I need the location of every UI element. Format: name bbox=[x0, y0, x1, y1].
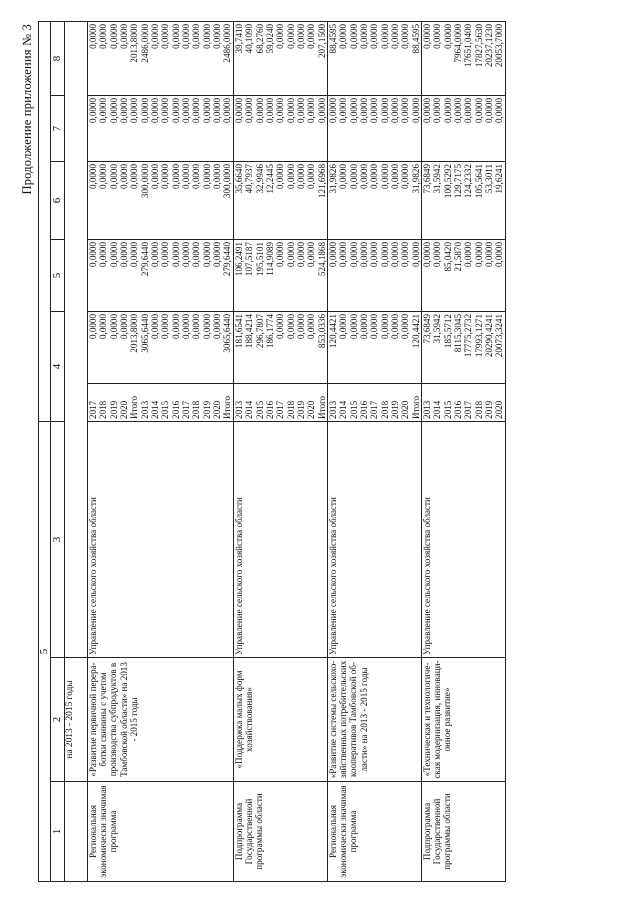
title-row-col1 bbox=[65, 782, 88, 882]
local-budget-column bbox=[233, 95, 327, 161]
row-value: 0,0000 bbox=[98, 97, 109, 123]
row-year: 2013 bbox=[422, 400, 432, 419]
program-name: «Поддержка малых форм хозяйствования» bbox=[233, 658, 327, 782]
row-value: 0,0000 bbox=[358, 97, 369, 123]
row-value: 0,0000 bbox=[400, 163, 411, 189]
row-value: 0,0000 bbox=[306, 241, 317, 267]
row-value: 0,0000 bbox=[358, 241, 369, 267]
program-block bbox=[88, 21, 234, 881]
row-value: 0,0000 bbox=[473, 97, 484, 123]
column-number-3: 3 bbox=[51, 421, 65, 657]
regional-budget-column bbox=[233, 161, 327, 239]
row-value: 0,0000 bbox=[316, 97, 327, 123]
continuation-title-row bbox=[65, 21, 88, 881]
row-year: 2014 bbox=[432, 400, 443, 419]
row-year: 2018 bbox=[285, 400, 296, 419]
local-budget-column bbox=[88, 95, 234, 161]
row-value: 0,0000 bbox=[170, 313, 181, 339]
row-value: 120,4421 bbox=[410, 313, 421, 349]
column-number-8: 8 bbox=[51, 21, 65, 95]
row-value: 19,6241 bbox=[494, 163, 505, 194]
row-value: 107,5187 bbox=[244, 241, 255, 277]
row-year: 2018 bbox=[191, 400, 202, 419]
program-type: Региональная экономически значимая программа bbox=[88, 782, 234, 882]
extrabudgetary-column bbox=[422, 21, 506, 95]
row-value: 300,0000 bbox=[139, 163, 150, 199]
row-value: 7964,0000 bbox=[453, 23, 464, 63]
row-year: 2018 bbox=[98, 400, 109, 419]
program-block bbox=[422, 21, 506, 881]
row-value: 0,0000 bbox=[98, 163, 109, 189]
row-value: 0,0000 bbox=[119, 241, 130, 267]
row-value: 0,0000 bbox=[191, 313, 202, 339]
row-value: 0,0000 bbox=[295, 23, 306, 49]
row-value: 59,0240 bbox=[264, 23, 275, 54]
row-year: 2019 bbox=[201, 400, 212, 419]
row-value: 0,0000 bbox=[494, 97, 505, 123]
row-value: 17993,1271 bbox=[473, 313, 484, 358]
row-value: 0,0000 bbox=[285, 23, 296, 49]
header-top-row bbox=[39, 21, 51, 881]
row-value: 0,0000 bbox=[212, 97, 223, 123]
row-value: 0,0000 bbox=[119, 163, 130, 189]
row-value: 0,0000 bbox=[170, 23, 181, 49]
row-value: 181,6541 bbox=[233, 313, 244, 349]
program-block bbox=[327, 21, 421, 881]
row-value: 0,0000 bbox=[389, 163, 400, 189]
row-year: 2017 bbox=[88, 400, 98, 419]
row-value: 0,0000 bbox=[191, 23, 202, 49]
row-value: 0,0000 bbox=[212, 313, 223, 339]
column-number-4: 4 bbox=[51, 311, 65, 421]
row-value: 68,2760 bbox=[254, 23, 265, 54]
row-value: 853,0336 bbox=[316, 313, 327, 349]
row-year: 2018 bbox=[473, 400, 484, 419]
row-value: 0,0000 bbox=[306, 163, 317, 189]
row-value: 279,6440 bbox=[222, 241, 233, 277]
row-value: 2013,8000 bbox=[129, 23, 140, 63]
row-value: 0,0000 bbox=[160, 23, 171, 49]
row-value: 0,0000 bbox=[108, 23, 119, 49]
row-year: 2017 bbox=[275, 400, 286, 419]
row-value: 0,0000 bbox=[400, 313, 411, 339]
row-year: 2013 bbox=[233, 400, 244, 419]
row-value: 0,0000 bbox=[400, 23, 411, 49]
row-value: 0,0000 bbox=[119, 97, 130, 123]
rotated-sheet bbox=[18, 22, 618, 882]
row-value: 0,0000 bbox=[212, 163, 223, 189]
row-value: 0,0000 bbox=[98, 241, 109, 267]
row-value: 2486,0000 bbox=[139, 23, 150, 63]
row-year: 2019 bbox=[484, 400, 495, 419]
total-column bbox=[233, 311, 327, 383]
row-value: 53,3011 bbox=[484, 163, 495, 194]
row-value: 0,0000 bbox=[400, 97, 411, 123]
row-value: 0,0000 bbox=[369, 23, 380, 49]
row-value: 0,0000 bbox=[463, 97, 474, 123]
row-value: 0,0000 bbox=[88, 163, 98, 189]
responsible-executor: Управление сельского хозяйства области bbox=[422, 421, 506, 657]
program-block bbox=[233, 21, 327, 881]
row-value: 0,0000 bbox=[369, 241, 380, 267]
program-name: «Развитие системы сельскохо-зяйственных потребительских кооперативов Тамбовской об-ласти» на 2013 - 2015 годы bbox=[327, 658, 421, 782]
row-value: 0,0000 bbox=[358, 163, 369, 189]
row-value: 0,0000 bbox=[348, 241, 359, 267]
row-value: 0,0000 bbox=[338, 313, 349, 339]
federal-budget-column bbox=[88, 239, 234, 311]
extrabudgetary-column bbox=[233, 21, 327, 95]
row-value: 0,0000 bbox=[181, 313, 192, 339]
row-value: 0,0000 bbox=[358, 23, 369, 49]
row-year: 2016 bbox=[453, 400, 464, 419]
row-value: 0,0000 bbox=[160, 163, 171, 189]
federal-budget-column bbox=[422, 239, 506, 311]
row-value: 0,0000 bbox=[432, 241, 443, 267]
local-budget-column bbox=[327, 95, 421, 161]
row-value: 0,0000 bbox=[358, 313, 369, 339]
row-value: 0,0000 bbox=[369, 97, 380, 123]
row-value: 0,0000 bbox=[119, 23, 130, 49]
row-value: 0,0000 bbox=[98, 313, 109, 339]
row-value: 0,0000 bbox=[191, 163, 202, 189]
header-column-numbers bbox=[51, 21, 65, 881]
row-value: 73,6849 bbox=[422, 163, 432, 194]
row-value: 0,0000 bbox=[160, 313, 171, 339]
row-value: 0,0000 bbox=[348, 163, 359, 189]
row-value: 0,0000 bbox=[201, 97, 212, 123]
row-value: 0,0000 bbox=[442, 97, 453, 123]
row-value: 35,6640 bbox=[233, 163, 244, 194]
row-value: 3065,6440 bbox=[139, 313, 150, 353]
row-year: 2020 bbox=[494, 400, 505, 419]
row-value: 296,7807 bbox=[254, 313, 265, 349]
responsible-executor: Управление сельского хозяйства области bbox=[233, 421, 327, 657]
row-value: 0,0000 bbox=[389, 97, 400, 123]
row-value: 17775,2732 bbox=[463, 313, 474, 358]
column-number-7: 7 bbox=[51, 95, 65, 161]
row-value: 0,0000 bbox=[275, 163, 286, 189]
row-value: 0,0000 bbox=[285, 97, 296, 123]
year-column bbox=[233, 383, 327, 421]
row-year: 2014 bbox=[244, 400, 255, 419]
federal-budget-column bbox=[233, 239, 327, 311]
row-value: 0,0000 bbox=[306, 97, 317, 123]
row-value: 0,0000 bbox=[327, 97, 338, 123]
row-year: 2016 bbox=[358, 400, 369, 419]
page-header-title: Продолжение приложения № 3 bbox=[20, 24, 34, 195]
row-value: 105,5641 bbox=[473, 163, 484, 199]
row-value: 0,0000 bbox=[201, 163, 212, 189]
row-value: 207,1500 bbox=[316, 23, 327, 59]
row-value: 0,0000 bbox=[275, 313, 286, 339]
row-value: 0,0000 bbox=[389, 241, 400, 267]
row-value: 0,0000 bbox=[108, 163, 119, 189]
row-value: 2486,0000 bbox=[222, 23, 233, 63]
row-value: 0,0000 bbox=[422, 97, 432, 123]
row-year: 2014 bbox=[338, 400, 349, 419]
row-value: 100,5292 bbox=[442, 163, 453, 199]
row-value: 0,0000 bbox=[275, 241, 286, 267]
row-value: 0,0000 bbox=[160, 97, 171, 123]
row-value: 0,0000 bbox=[275, 97, 286, 123]
row-value: 0,0000 bbox=[369, 313, 380, 339]
row-value: 0,0000 bbox=[432, 97, 443, 123]
year-column bbox=[88, 383, 234, 421]
row-value: 31,9826 bbox=[327, 163, 338, 194]
row-value: 0,0000 bbox=[453, 97, 464, 123]
row-value: 185,5712 bbox=[442, 313, 453, 349]
row-value: 0,0000 bbox=[389, 23, 400, 49]
row-value: 0,0000 bbox=[150, 97, 161, 123]
row-value: 0,0000 bbox=[108, 313, 119, 339]
row-value: 0,0000 bbox=[379, 23, 390, 49]
row-year: 2016 bbox=[170, 400, 181, 419]
row-value: 73,6849 bbox=[422, 313, 432, 344]
responsible-executor: Управление сельского хозяйства области bbox=[88, 421, 234, 657]
row-value: 0,0000 bbox=[379, 241, 390, 267]
row-year: 2020 bbox=[306, 400, 317, 419]
row-value: 0,0000 bbox=[181, 241, 192, 267]
row-value: 0,0000 bbox=[88, 23, 98, 49]
row-value: 0,0000 bbox=[295, 163, 306, 189]
row-value: 21,5870 bbox=[453, 241, 464, 272]
row-value: 0,0000 bbox=[181, 97, 192, 123]
program-type: Региональная экономически значимая программа bbox=[327, 782, 421, 882]
program-name: «Техническая и технологиче-ская модернизация, инноваци-онное развитие» bbox=[422, 658, 506, 782]
row-value: 0,0000 bbox=[295, 313, 306, 339]
total-column bbox=[327, 311, 421, 383]
row-year: 2013 bbox=[139, 400, 150, 419]
row-value: 0,0000 bbox=[379, 97, 390, 123]
row-value: 0,0000 bbox=[285, 163, 296, 189]
row-value: 0,0000 bbox=[400, 241, 411, 267]
row-value: 0,0000 bbox=[473, 241, 484, 267]
regional-budget-column bbox=[422, 161, 506, 239]
row-year: 2014 bbox=[150, 400, 161, 419]
row-value: 124,2332 bbox=[463, 163, 474, 199]
row-value: 31,5942 bbox=[432, 163, 443, 194]
row-year: 2017 bbox=[463, 400, 474, 419]
row-year: Итого bbox=[222, 395, 233, 419]
year-column bbox=[327, 383, 421, 421]
title-row-rest bbox=[65, 21, 88, 657]
row-value: 8115,3045 bbox=[453, 313, 464, 353]
row-value: 0,0000 bbox=[98, 23, 109, 49]
row-year: 2020 bbox=[212, 400, 223, 419]
row-value: 0,0000 bbox=[295, 97, 306, 123]
row-value: 0,0000 bbox=[369, 163, 380, 189]
row-value: 0,0000 bbox=[201, 313, 212, 339]
row-value: 0,0000 bbox=[201, 241, 212, 267]
regional-budget-column bbox=[327, 161, 421, 239]
row-year: 2015 bbox=[442, 400, 453, 419]
row-value: 20053,7000 bbox=[494, 23, 505, 68]
row-value: 0,0000 bbox=[379, 163, 390, 189]
row-value: 0,0000 bbox=[348, 23, 359, 49]
row-value: 0,0000 bbox=[181, 163, 192, 189]
row-value: 0,0000 bbox=[129, 241, 140, 267]
column-number-1: 1 bbox=[51, 782, 65, 882]
row-value: 0,0000 bbox=[295, 241, 306, 267]
program-type: Подпрограмма Государственной программы области bbox=[422, 782, 506, 882]
extrabudgetary-column bbox=[88, 21, 234, 95]
program-name: «Развитие первичной перера-ботки свинины с учетом производства субпродуктов в Тамбовской области» на 2013 - 2015 годы bbox=[88, 658, 234, 782]
row-value: 0,0000 bbox=[338, 241, 349, 267]
row-value: 0,0000 bbox=[88, 97, 98, 123]
row-year: Итого bbox=[410, 395, 421, 419]
row-value: 0,0000 bbox=[129, 97, 140, 123]
row-value: 0,0000 bbox=[244, 97, 255, 123]
column-number-2: 2 bbox=[51, 658, 65, 782]
column-number-5: 5 bbox=[51, 239, 65, 311]
row-value: 32,9946 bbox=[254, 163, 265, 194]
row-value: 0,0000 bbox=[108, 241, 119, 267]
row-value: 0,0000 bbox=[191, 97, 202, 123]
row-value: 0,0000 bbox=[254, 97, 265, 123]
row-year: 2018 bbox=[379, 400, 390, 419]
row-value: 0,0000 bbox=[264, 97, 275, 123]
row-year: 2015 bbox=[348, 400, 359, 419]
row-value: 0,0000 bbox=[442, 23, 453, 49]
row-value: 2013,8000 bbox=[129, 313, 140, 353]
total-column bbox=[88, 311, 234, 383]
row-value: 0,0000 bbox=[432, 23, 443, 49]
row-value: 0,0000 bbox=[139, 97, 150, 123]
row-value: 12,2445 bbox=[264, 163, 275, 194]
row-value: 120,4421 bbox=[327, 313, 338, 349]
row-value: 0,0000 bbox=[410, 241, 421, 267]
row-value: 20237,1230 bbox=[484, 23, 495, 68]
row-value: 0,0000 bbox=[170, 97, 181, 123]
row-year: 2019 bbox=[389, 400, 400, 419]
row-value: 0,0000 bbox=[285, 313, 296, 339]
row-value: 3065,6440 bbox=[222, 313, 233, 353]
row-value: 40,7937 bbox=[244, 163, 255, 194]
row-value: 0,0000 bbox=[201, 23, 212, 49]
row-value: 0,0000 bbox=[327, 241, 338, 267]
column-number-6: 6 bbox=[51, 161, 65, 239]
header-top-empty bbox=[39, 21, 51, 421]
row-value: 0,0000 bbox=[338, 23, 349, 49]
row-value: 39,7410 bbox=[233, 23, 244, 54]
row-year: 2015 bbox=[160, 400, 171, 419]
row-year: 2013 bbox=[327, 400, 338, 419]
row-year: 2017 bbox=[181, 400, 192, 419]
row-value: 0,0000 bbox=[338, 97, 349, 123]
row-value: 31,5942 bbox=[432, 313, 443, 344]
row-year: Итого bbox=[316, 395, 327, 419]
row-value: 17651,0400 bbox=[463, 23, 474, 68]
row-year: Итого bbox=[129, 395, 140, 419]
row-value: 0,0000 bbox=[306, 23, 317, 49]
row-year: 2016 bbox=[264, 400, 275, 419]
row-value: 188,4214 bbox=[244, 313, 255, 349]
row-value: 524,1868 bbox=[316, 241, 327, 277]
row-value: 0,0000 bbox=[338, 163, 349, 189]
row-value: 0,0000 bbox=[463, 241, 474, 267]
row-value: 0,0000 bbox=[233, 97, 244, 123]
row-year: 2017 bbox=[369, 400, 380, 419]
row-value: 106,2491 bbox=[233, 241, 244, 277]
local-budget-column bbox=[422, 95, 506, 161]
row-value: 0,0000 bbox=[306, 313, 317, 339]
row-value: 0,0000 bbox=[150, 313, 161, 339]
row-value: 0,0000 bbox=[108, 97, 119, 123]
row-value: 129,7175 bbox=[453, 163, 464, 199]
row-value: 40,1090 bbox=[244, 23, 255, 54]
row-value: 300,0000 bbox=[222, 163, 233, 199]
row-value: 279,6440 bbox=[139, 241, 150, 277]
row-value: 0,0000 bbox=[129, 163, 140, 189]
row-value: 0,0000 bbox=[285, 241, 296, 267]
row-value: 0,0000 bbox=[275, 23, 286, 49]
row-value: 0,0000 bbox=[379, 313, 390, 339]
row-value: 0,0000 bbox=[389, 313, 400, 339]
row-value: 31,9826 bbox=[410, 163, 421, 194]
row-value: 20290,4241 bbox=[484, 313, 495, 358]
row-value: 0,0000 bbox=[222, 97, 233, 123]
row-year: 2020 bbox=[400, 400, 411, 419]
row-value: 0,0000 bbox=[422, 23, 432, 49]
row-value: 0,0000 bbox=[150, 241, 161, 267]
row-year: 2019 bbox=[295, 400, 306, 419]
row-value: 0,0000 bbox=[494, 241, 505, 267]
row-value: 121,6968 bbox=[316, 163, 327, 199]
row-value: 0,0000 bbox=[119, 313, 130, 339]
row-value: 0,0000 bbox=[348, 313, 359, 339]
row-value: 0,0000 bbox=[160, 241, 171, 267]
row-value: 0,0000 bbox=[150, 23, 161, 49]
row-value: 0,0000 bbox=[484, 97, 495, 123]
row-year: 2015 bbox=[254, 400, 265, 419]
row-value: 0,0000 bbox=[348, 97, 359, 123]
regional-budget-column bbox=[88, 161, 234, 239]
row-value: 20073,3241 bbox=[494, 313, 505, 358]
federal-budget-column bbox=[327, 239, 421, 311]
header-top-number: 5 bbox=[39, 421, 51, 881]
row-value: 114,9089 bbox=[264, 241, 275, 276]
row-value: 88,4595 bbox=[327, 23, 338, 54]
row-value: 0,0000 bbox=[191, 241, 202, 267]
row-value: 0,0000 bbox=[212, 241, 223, 267]
row-value: 0,0000 bbox=[88, 241, 98, 267]
row-value: 0,0000 bbox=[422, 241, 432, 267]
extrabudgetary-column bbox=[327, 21, 421, 95]
row-value: 88,4595 bbox=[410, 23, 421, 54]
row-value: 0,0000 bbox=[88, 313, 98, 339]
continuation-title: на 2013 - 2015 годы bbox=[65, 658, 88, 782]
row-value: 0,0000 bbox=[484, 241, 495, 267]
row-value: 17827,5630 bbox=[473, 23, 484, 68]
row-value: 0,0000 bbox=[170, 163, 181, 189]
responsible-executor: Управление сельского хозяйства области bbox=[327, 421, 421, 657]
budget-table bbox=[38, 21, 506, 882]
row-value: 0,0000 bbox=[181, 23, 192, 49]
row-year: 2020 bbox=[119, 400, 130, 419]
year-column bbox=[422, 383, 506, 421]
row-year: 2019 bbox=[108, 400, 119, 419]
row-value: 186,1774 bbox=[264, 313, 275, 349]
row-value: 0,0000 bbox=[410, 97, 421, 123]
row-value: 0,0000 bbox=[170, 241, 181, 267]
row-value: 0,0000 bbox=[150, 163, 161, 189]
row-value: 195,5101 bbox=[254, 241, 265, 277]
row-value: 85,0420 bbox=[442, 241, 453, 272]
program-type: Подпрограмма Государственной программы области bbox=[233, 782, 327, 882]
total-column bbox=[422, 311, 506, 383]
row-value: 0,0000 bbox=[212, 23, 223, 49]
